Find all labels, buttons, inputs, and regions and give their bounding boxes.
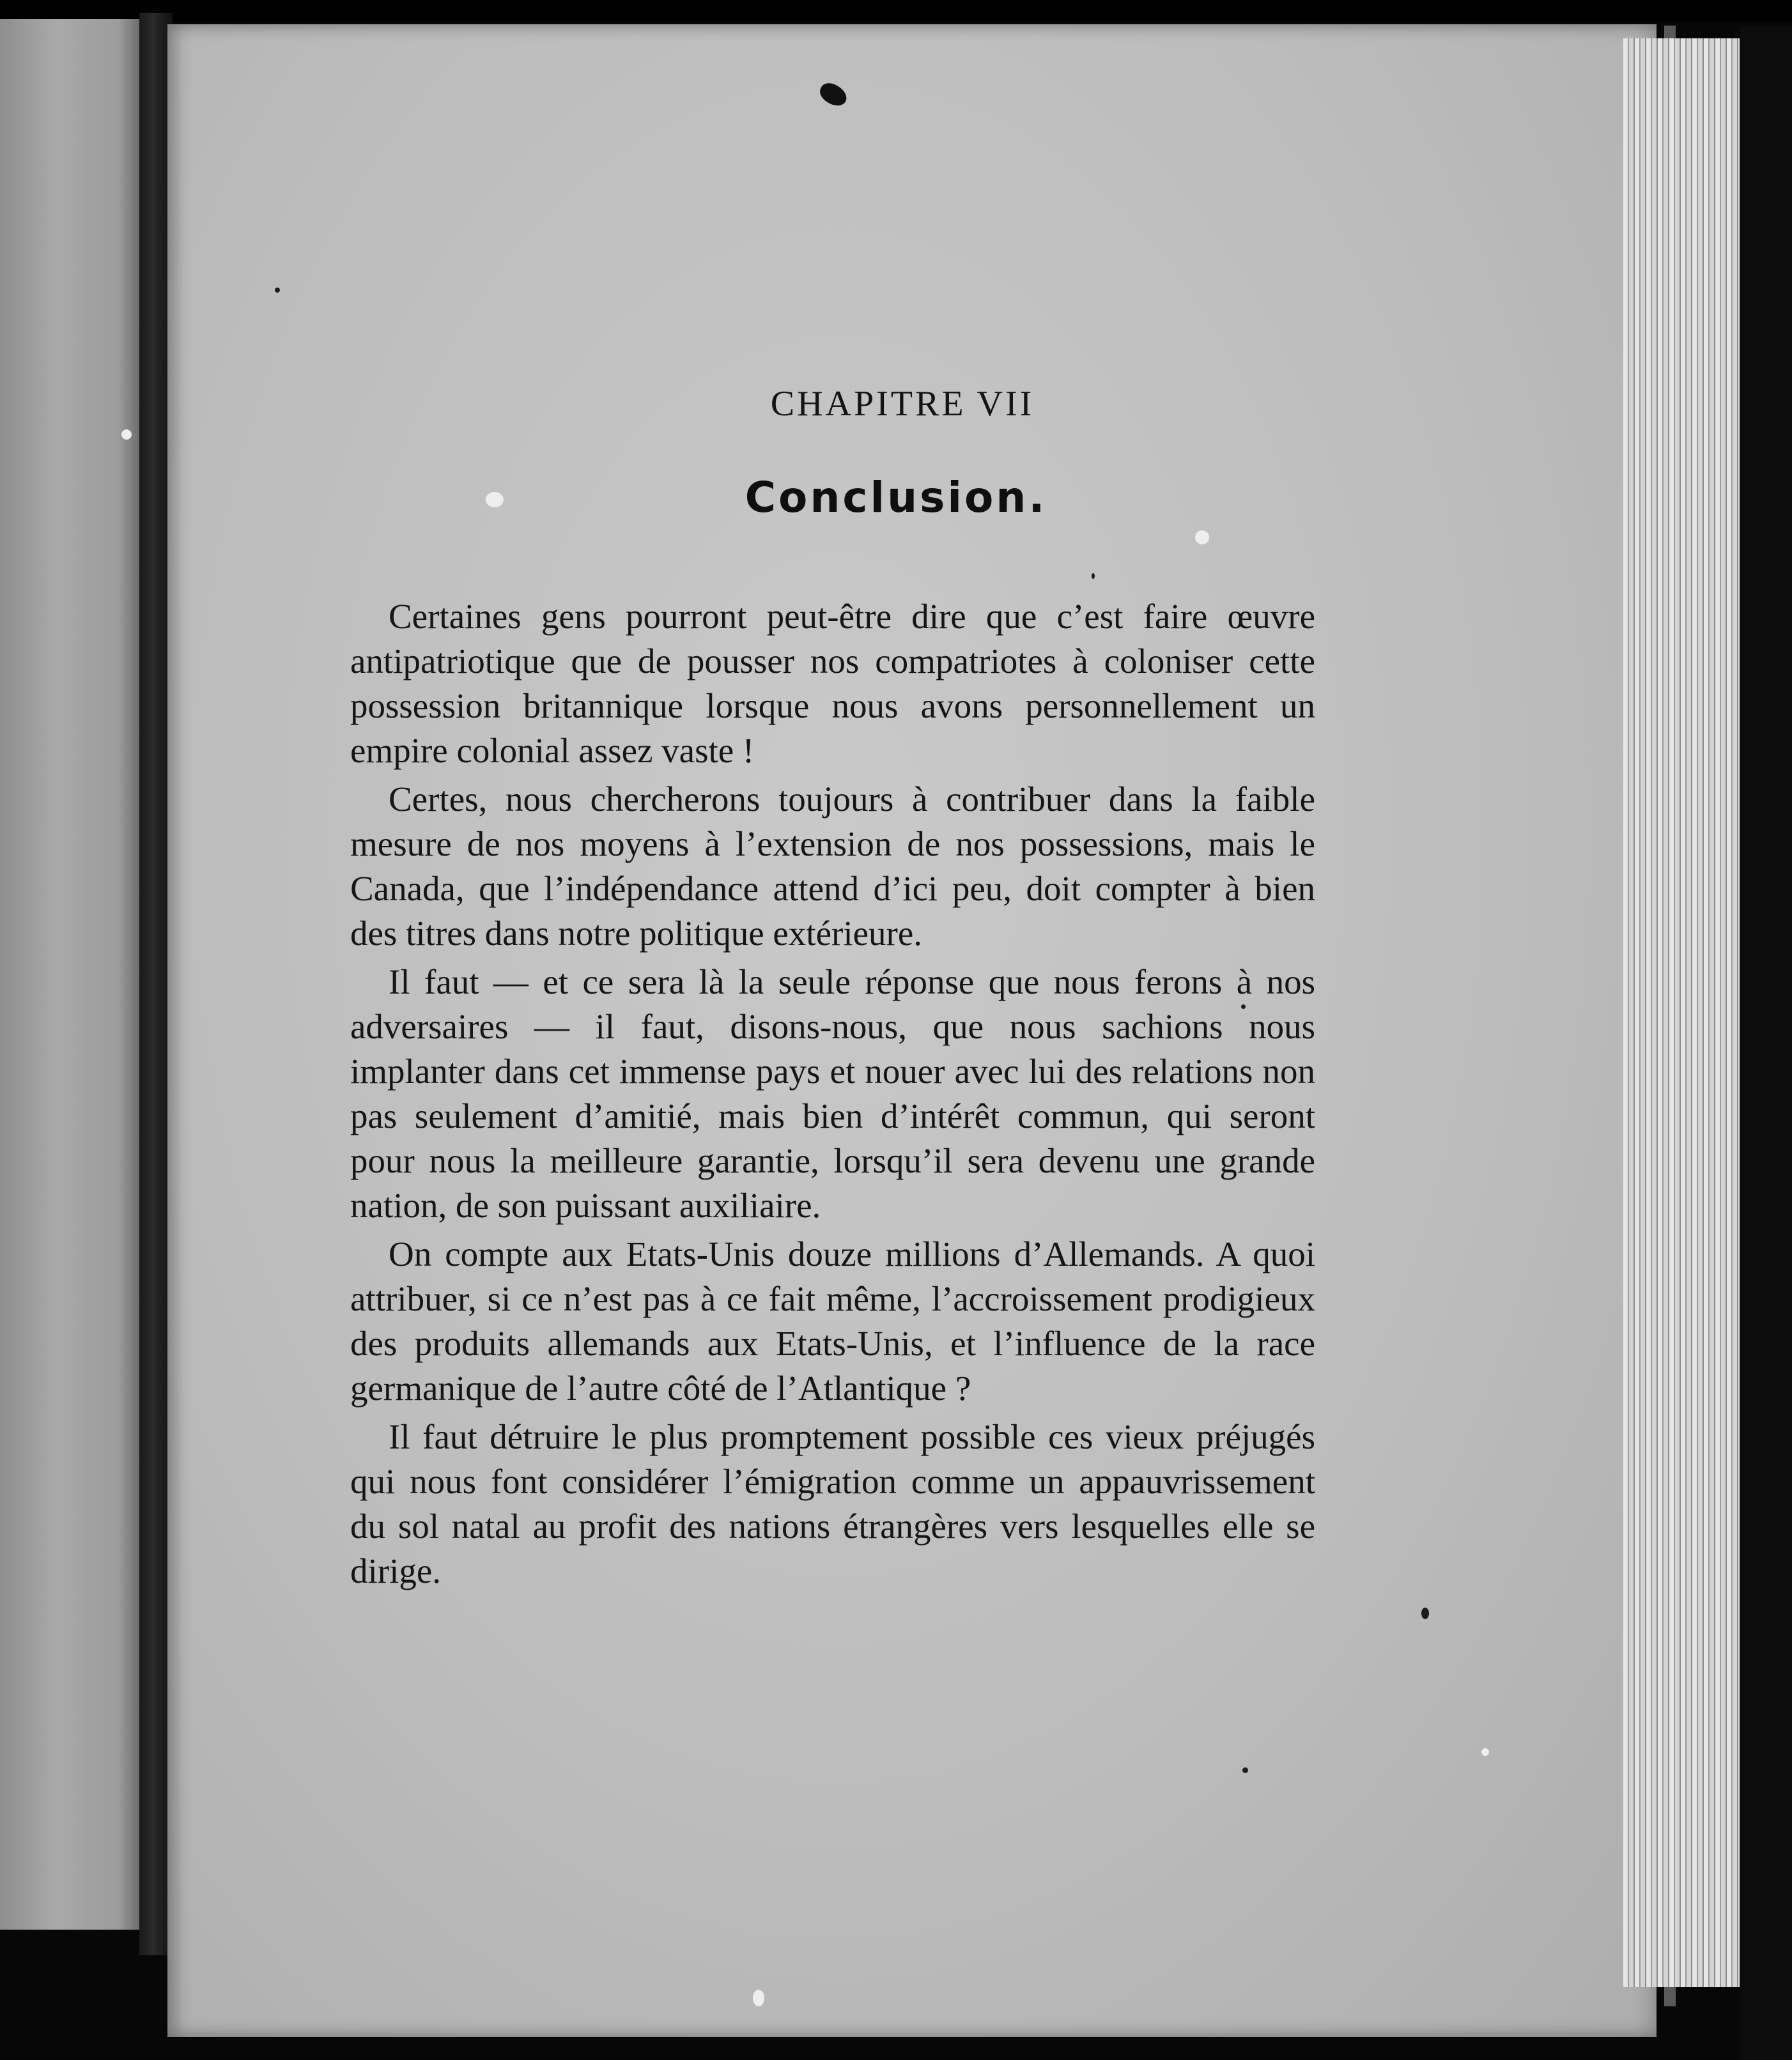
chapter-body	[350, 594, 1315, 1597]
chapter-number: CHAPITRE VII	[770, 384, 1035, 424]
left-page-edge	[0, 19, 139, 1930]
book-cover-edge	[1740, 26, 1792, 2060]
ink-speck	[1092, 573, 1095, 579]
paragraph: Certaines gens pourront peut-être dire que c’est faire œuvre antipatriotique que de pousser nos compatriotes à coloniser cette possession britannique lorsque nous avons personnellement un empire colonial assez vaste !	[350, 597, 1315, 770]
paragraph: On compte aux Etats-Unis douze millions d’Allemands. A quoi attribuer, si ce n’est pas à ce fait même, l’accroissement prodigieux des produits allemands aux Etats-Unis, et l’influence de la race germanique de l’autre côté de l’Atlantique ?	[350, 1234, 1315, 1408]
paper-blemish	[753, 1990, 764, 2006]
paragraph: Il faut — et ce sera là la seule réponse que nous ferons à nos adversaires — il faut, disons-nous, que nous sachions nous implanter dans cet immense pays et nouer avec lui des relations non pas seulement d’amitié, mais bien d’intérêt commun, qui seront pour nous la meilleure garantie, lorsqu’il sera devenu une grande nation, de son puissant auxiliaire.	[350, 962, 1315, 1225]
page-stack-edges	[1623, 38, 1751, 1987]
ink-speck	[275, 288, 280, 293]
paper-blemish	[1481, 1748, 1489, 1756]
paragraph: Il faut détruire le plus promptement possible ces vieux préjugés qui nous font considérer l’émigration comme un appauvrissement du sol natal au profit des nations étrangères vers lesquelles elle se dirige.	[350, 1417, 1315, 1590]
paper-blemish	[1195, 530, 1209, 544]
ink-speck	[1242, 1767, 1248, 1773]
paragraph: Certes, nous chercherons toujours à contribuer dans la faible mesure de nos moyens à l’extension de nos possessions, mais le Canada, que l’indépendance attend d’ici peu, doit compter à bien des titres dans notre politique extérieure.	[350, 780, 1315, 953]
ink-speck	[1421, 1608, 1429, 1619]
chapter-title: Conclusion.	[745, 473, 1047, 522]
scan-top-border	[0, 0, 1792, 22]
paper-blemish	[121, 429, 132, 440]
